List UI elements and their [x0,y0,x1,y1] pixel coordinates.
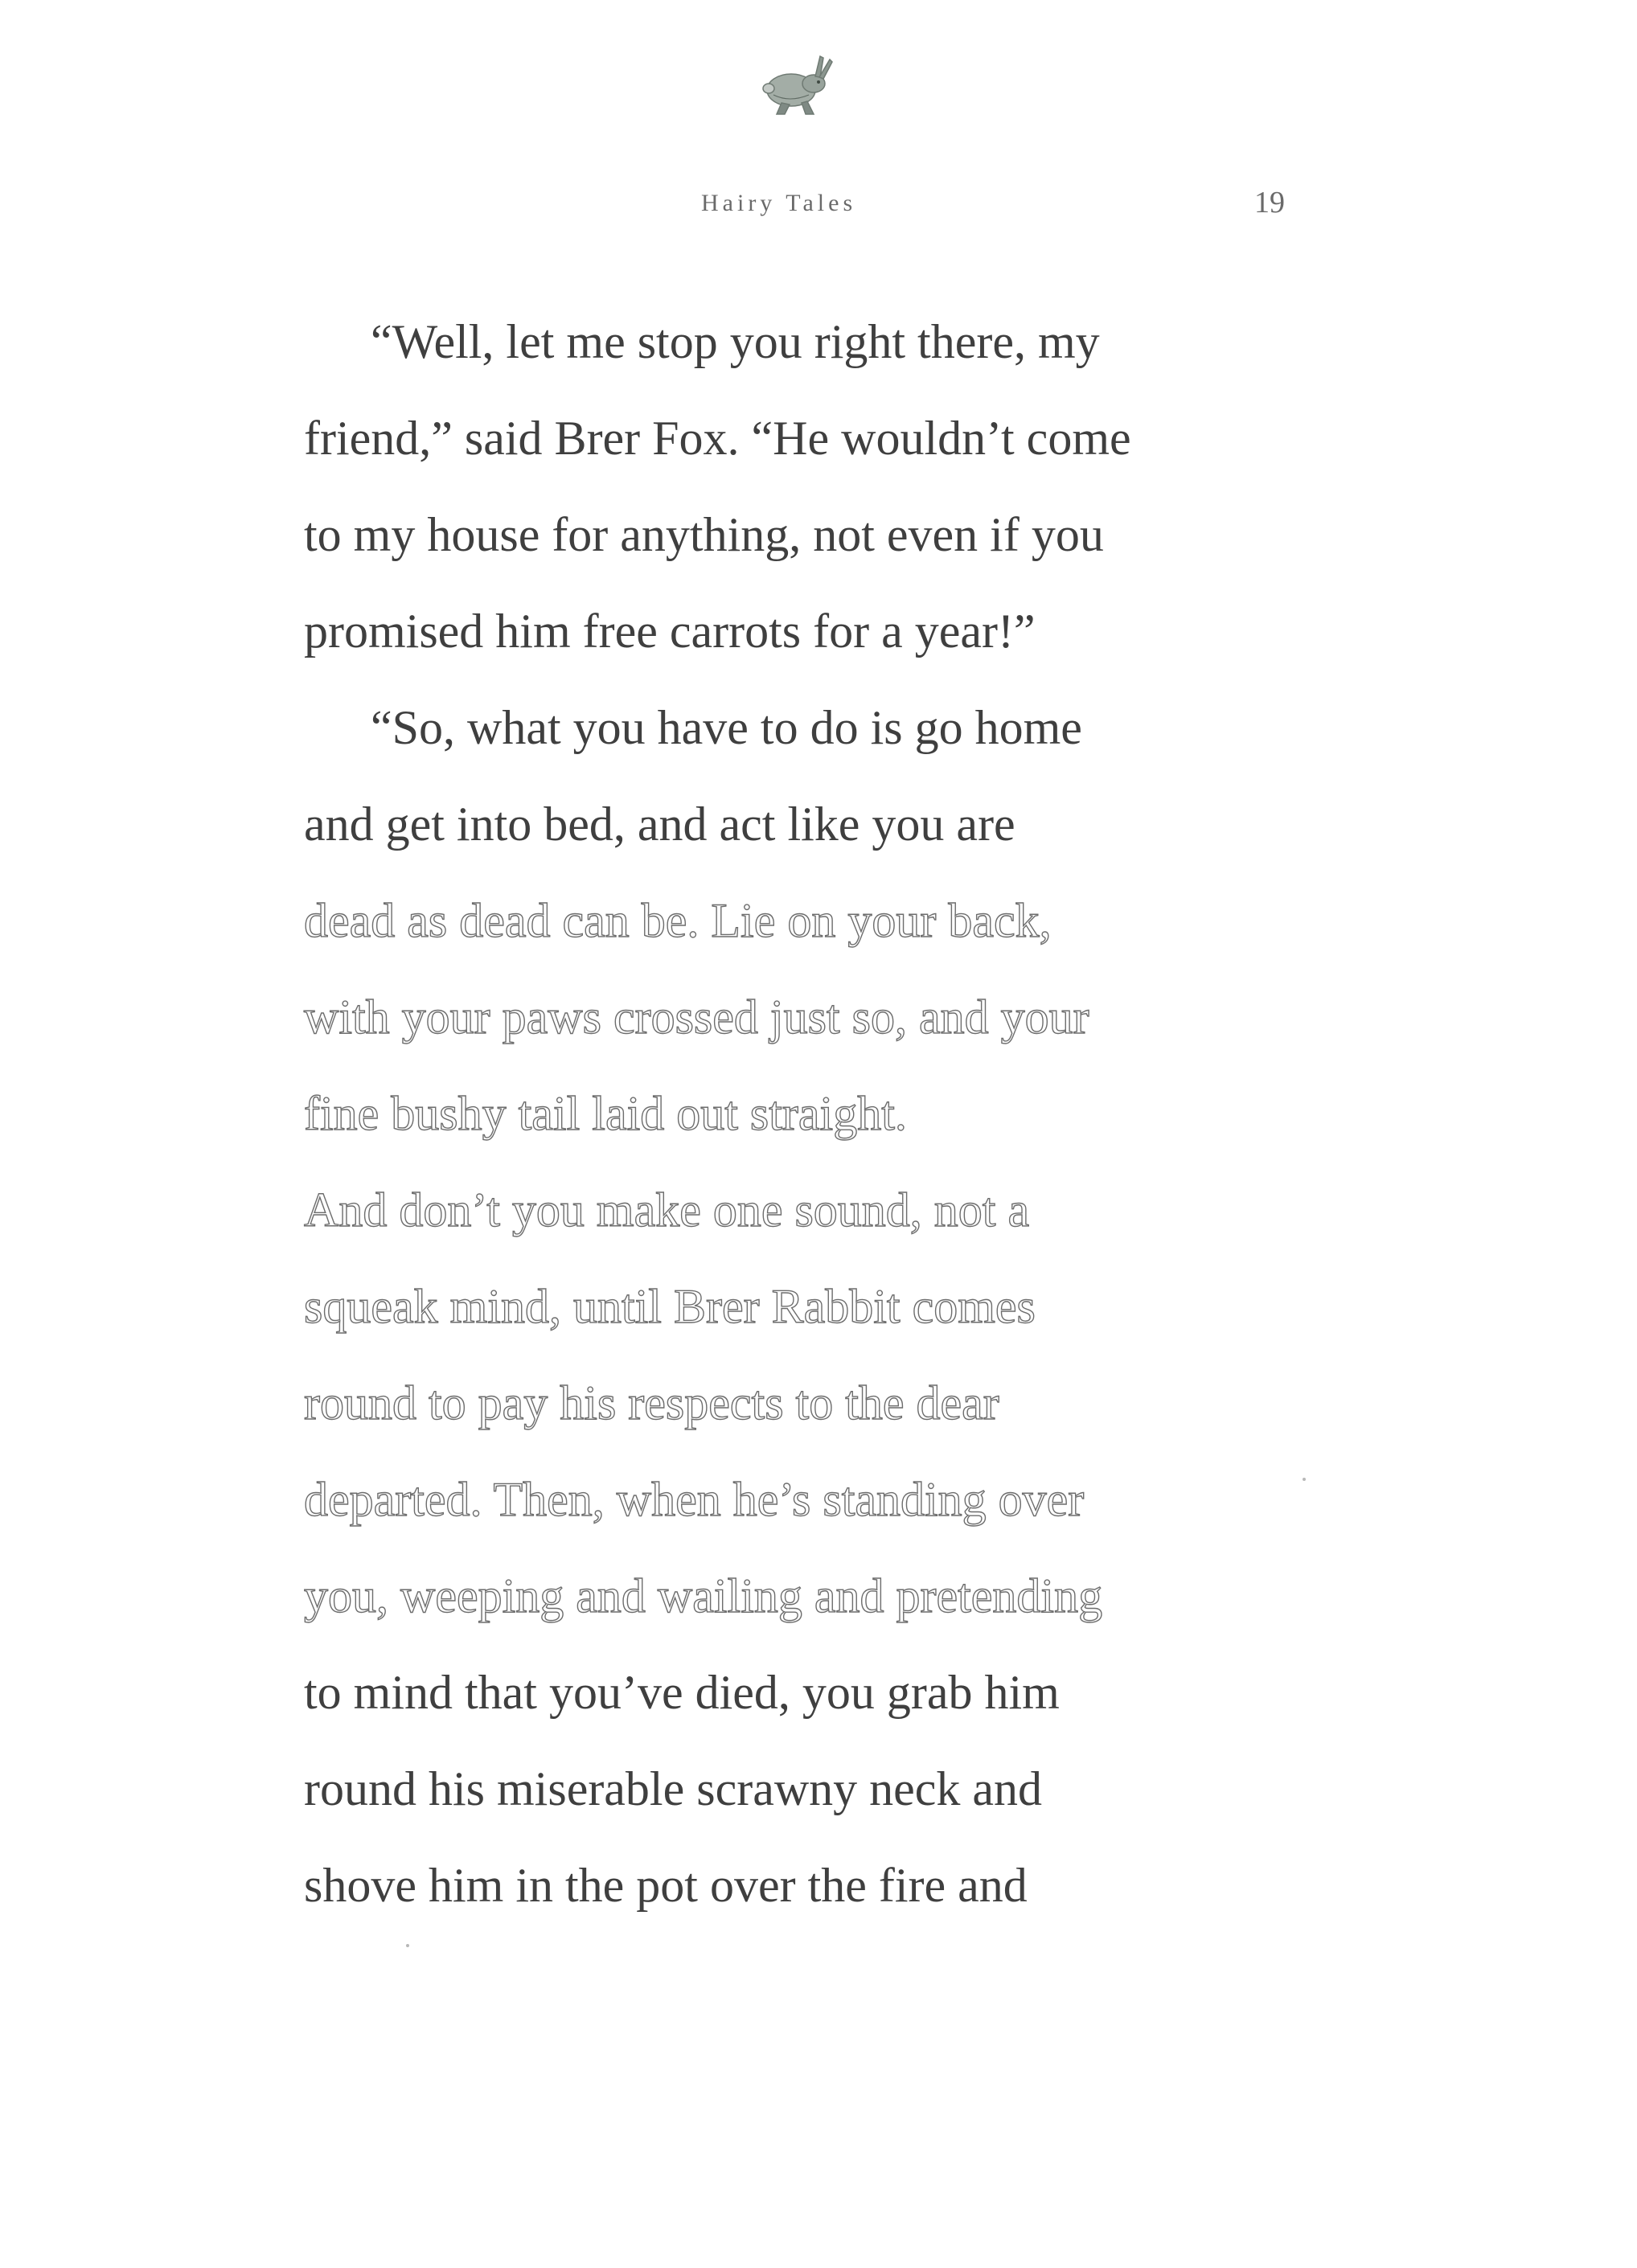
scan-speck [1303,1478,1306,1481]
text-line: friend,” said Brer Fox. “He wouldn’t come [304,412,1131,465]
text-line: to my house for anything, not even if you [304,508,1104,561]
scan-speck [406,1944,409,1947]
text-line: round to pay his respects to the dear [304,1376,999,1429]
text-line: with your paws crossed just so, and your [304,990,1089,1044]
text-line: “So, what you have to do is go home [371,701,1082,754]
text-line: fine bushy tail laid out straight. [304,1087,907,1140]
text-line: round his miserable scrawny neck and [304,1762,1043,1815]
text-line: you, weeping and wailing and pretending [304,1569,1103,1622]
rabbit-icon [757,50,838,122]
text-line: And don’t you make one sound, not a [304,1183,1030,1237]
text-line: to mind that you’ve died, you grab him [304,1666,1060,1719]
text-line: “Well, let me stop you right there, my [371,315,1100,368]
running-head [0,185,1303,225]
text-line: dead as dead can be. Lie on your back, [304,894,1052,947]
text-line: shove him in the pot over the fire and [304,1859,1028,1912]
text-line: and get into bed, and act like you are [304,798,1015,851]
text-line: squeak mind, until Brer Rabbit comes [304,1280,1036,1333]
text-line: departed. Then, when he’s standing over [304,1473,1085,1526]
page-number: 19 [1254,186,1285,219]
running-title: Hairy Tales [701,190,857,216]
text-line: promised him free carrots for a year!” [304,605,1036,658]
